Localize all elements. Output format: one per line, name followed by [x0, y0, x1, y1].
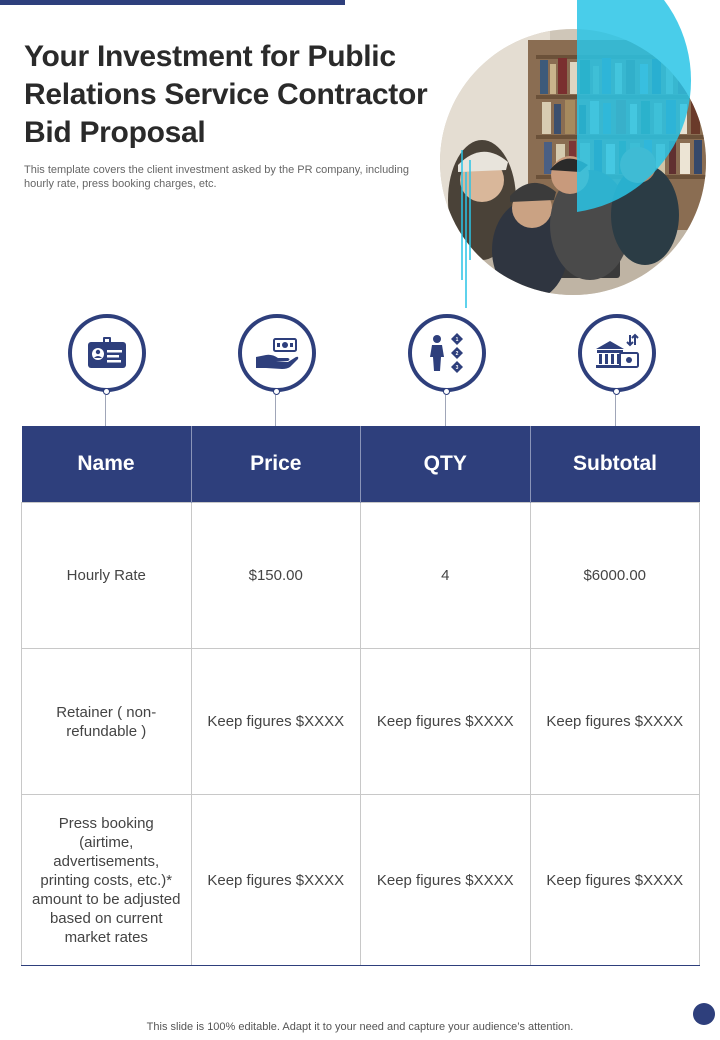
option-label-3: 3 — [455, 365, 459, 371]
option-label-2: 2 — [455, 351, 459, 357]
bank-transfer-icon — [578, 314, 656, 392]
table-header-row — [22, 426, 700, 503]
header-qty: QTY — [361, 426, 531, 503]
cell-name: Retainer ( non-refundable ) — [22, 649, 192, 795]
table-row — [22, 649, 700, 795]
hand-money-icon — [238, 314, 316, 392]
cell-name: Hourly Rate — [22, 503, 192, 649]
connector-line — [105, 395, 106, 426]
cell-qty: 4 — [361, 503, 531, 649]
cell-price: Keep figures $XXXX — [191, 795, 361, 966]
icon-slot-qty — [361, 312, 531, 426]
cell-qty: Keep figures $XXXX — [361, 649, 531, 795]
header-price: Price — [191, 426, 361, 503]
cell-price: $150.00 — [191, 503, 361, 649]
connector-dot — [273, 388, 280, 395]
connector-dot — [443, 388, 450, 395]
header-subtotal: Subtotal — [530, 426, 700, 503]
cell-subtotal: $6000.00 — [530, 503, 700, 649]
table-row — [22, 795, 700, 966]
icon-slot-price — [191, 312, 361, 426]
id-card-icon — [68, 314, 146, 392]
icons-row — [21, 312, 700, 426]
page-subtitle: This template covers the client investment asked by the PR company, including hourly rate, press booking charges, etc. — [24, 164, 409, 190]
header-name: Name — [22, 426, 192, 503]
footer-note: This slide is 100% editable. Adapt it to your need and capture your audience’s attention. — [146, 1021, 574, 1033]
connector-line — [615, 395, 616, 426]
person-options-icon — [408, 314, 486, 392]
option-label-1: 1 — [455, 337, 459, 343]
team-photo — [440, 0, 720, 310]
connector-line — [275, 395, 276, 426]
cell-name: Press booking (airtime, advertisements, printing costs, etc.)* amount to be adjusted based on current market rates — [22, 795, 192, 966]
cell-subtotal: Keep figures $XXXX — [530, 649, 700, 795]
cell-qty: Keep figures $XXXX — [361, 795, 531, 966]
table-row — [22, 503, 700, 649]
icon-slot-subtotal — [531, 312, 701, 426]
connector-dot — [103, 388, 110, 395]
icon-slot-name — [21, 312, 191, 426]
cell-price: Keep figures $XXXX — [191, 649, 361, 795]
connector-dot — [613, 388, 620, 395]
cell-subtotal: Keep figures $XXXX — [530, 795, 700, 966]
connector-line — [445, 395, 446, 426]
page-title: Your Investment for Public Relations Service Contractor Bid Proposal — [24, 40, 428, 149]
investment-table — [21, 426, 700, 966]
top-accent-bar — [0, 0, 345, 5]
